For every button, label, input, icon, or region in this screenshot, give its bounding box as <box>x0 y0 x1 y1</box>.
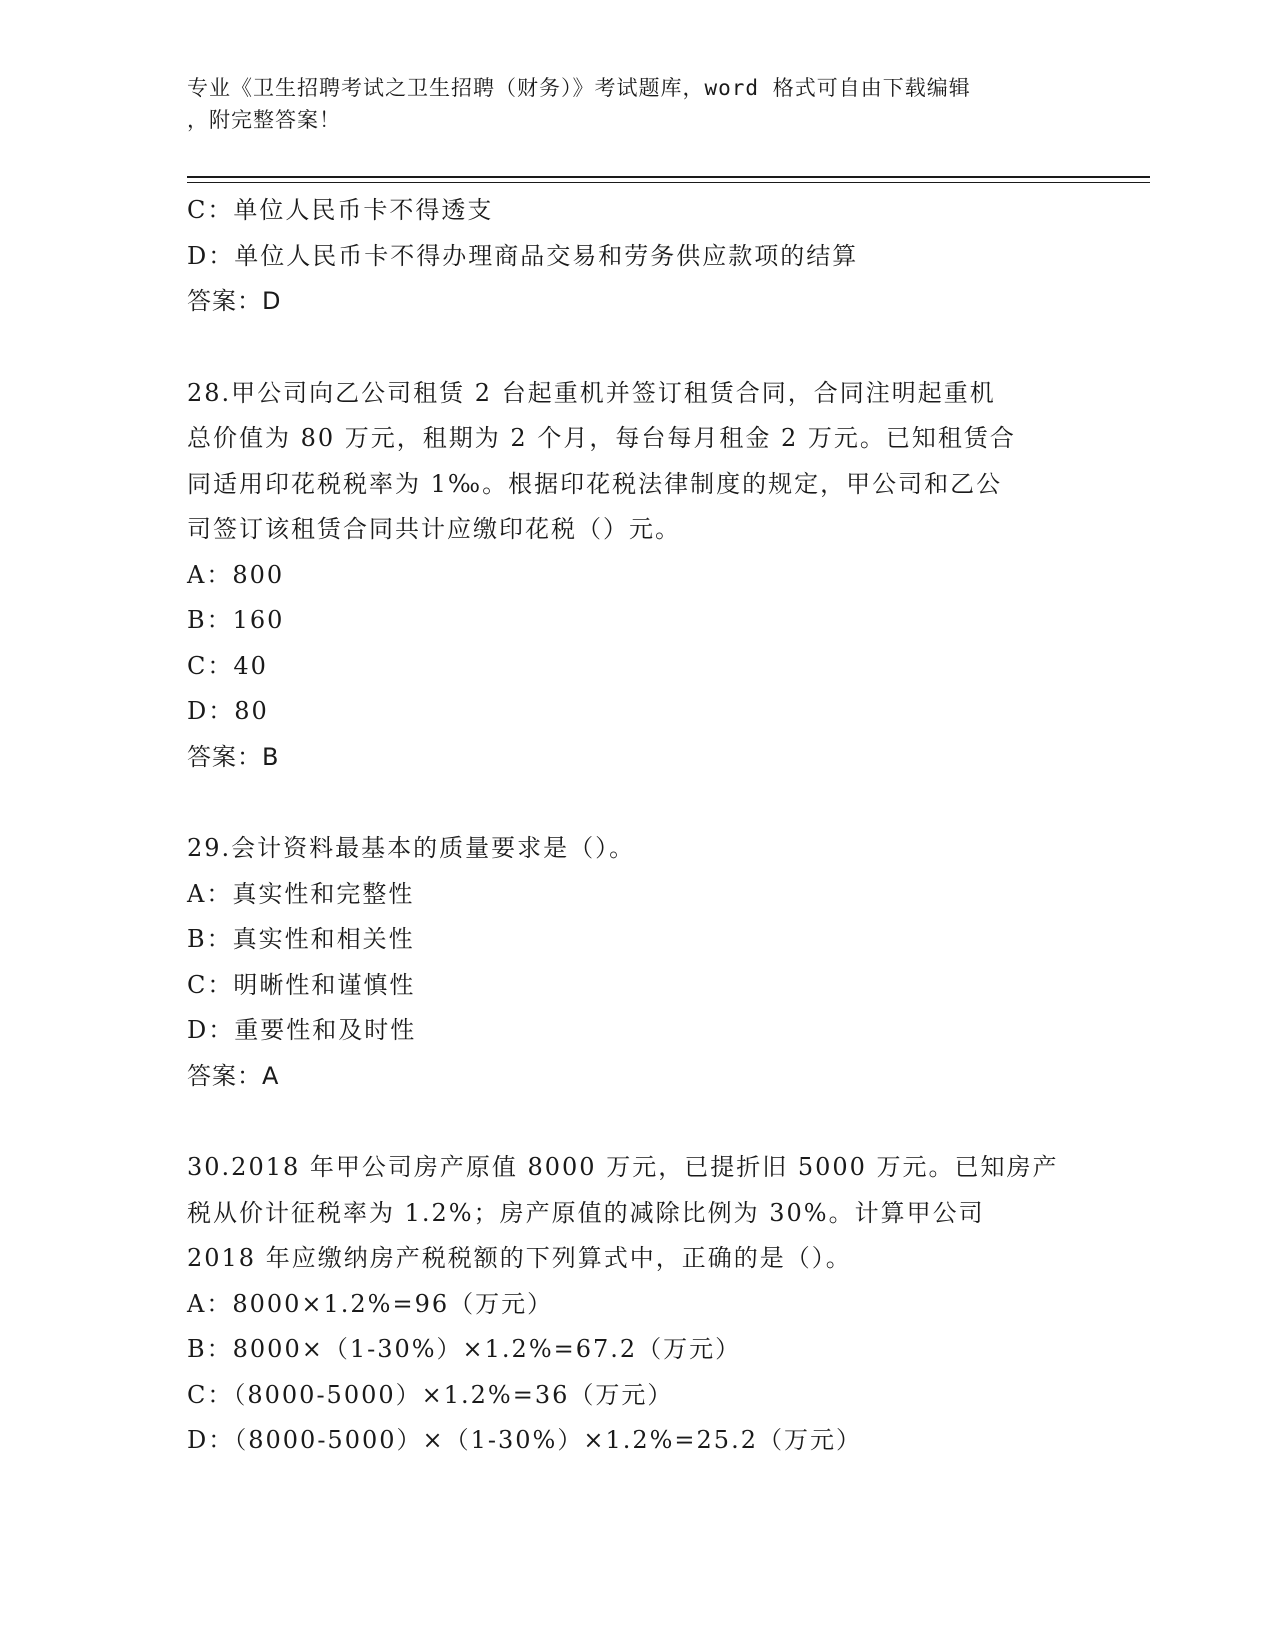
header-line-1: 专业《卫生招聘考试之卫生招聘（财务）》考试题库，word 格式可自由下载编辑 <box>187 76 971 100</box>
question-30-stem-line: 30.2018 年甲公司房产原值 8000 万元，已提折旧 5000 万元。已知房产 <box>187 1153 1059 1181</box>
question-28-option-d: D：80 <box>187 697 269 725</box>
question-list <box>187 188 1087 1464</box>
question-28-option-c: C：40 <box>187 651 268 680</box>
spacer <box>187 1099 1087 1145</box>
question-29-option-a: A：真实性和完整性 <box>187 879 415 908</box>
question-28-answer: 答案：B <box>187 742 280 771</box>
question-29-stem-line: 29.会计资料最基本的质量要求是（）。 <box>187 834 636 862</box>
question-28-stem-line: 28.甲公司向乙公司租赁 2 台起重机并签订租赁合同，合同注明起重机 <box>187 378 996 407</box>
question-29-option-b: B：真实性和相关性 <box>187 925 415 953</box>
question-30-option-b: B：8000×（1-30%）×1.2%=67.2（万元） <box>187 1335 742 1363</box>
prev-option-c: C：单位人民币卡不得透支 <box>187 196 494 224</box>
prev-answer: 答案：D <box>187 287 282 315</box>
question-30-option-c: C：（8000-5000）×1.2%=36（万元） <box>187 1380 674 1409</box>
question-28-option-a: A：800 <box>187 560 285 589</box>
header-line-2: ，附完整答案！ <box>187 108 341 132</box>
question-28-stem-line: 司签订该租赁合同共计应缴印花税（）元。 <box>187 515 681 543</box>
header-rule-thin <box>187 182 1150 183</box>
question-29 <box>187 826 1087 1099</box>
question-30-option-d: D：（8000-5000）×（1-30%）×1.2%=25.2（万元） <box>187 1426 862 1454</box>
question-29-option-d: D：重要性和及时性 <box>187 1016 417 1044</box>
question-28-stem-line: 同适用印花税税率为 1‰。根据印花税法律制度的规定，甲公司和乙公 <box>187 469 1003 498</box>
question-29-option-c: C：明晰性和谨慎性 <box>187 970 416 999</box>
question-30 <box>187 1145 1087 1464</box>
spacer <box>187 325 1087 371</box>
question-29-answer: 答案：A <box>187 1061 280 1090</box>
header-rule-thick <box>187 176 1150 178</box>
question-30-stem-line: 税从价计征税率为 1.2%；房产原值的减除比例为 30%。计算甲公司 <box>187 1198 985 1227</box>
question-28 <box>187 371 1087 781</box>
question-30-option-a: A：8000×1.2%=96（万元） <box>187 1289 554 1318</box>
question-30-stem-line: 2018 年应缴纳房产税税额的下列算式中，正确的是（）。 <box>187 1244 852 1272</box>
prev-option-d: D：单位人民币卡不得办理商品交易和劳务供应款项的结算 <box>187 241 859 270</box>
question-28-stem-line: 总价值为 80 万元，租期为 2 个月，每台每月租金 2 万元。已知租赁合 <box>187 424 1016 452</box>
spacer <box>187 780 1087 826</box>
question-28-option-b: B：160 <box>187 606 285 634</box>
document-header <box>187 72 1067 136</box>
